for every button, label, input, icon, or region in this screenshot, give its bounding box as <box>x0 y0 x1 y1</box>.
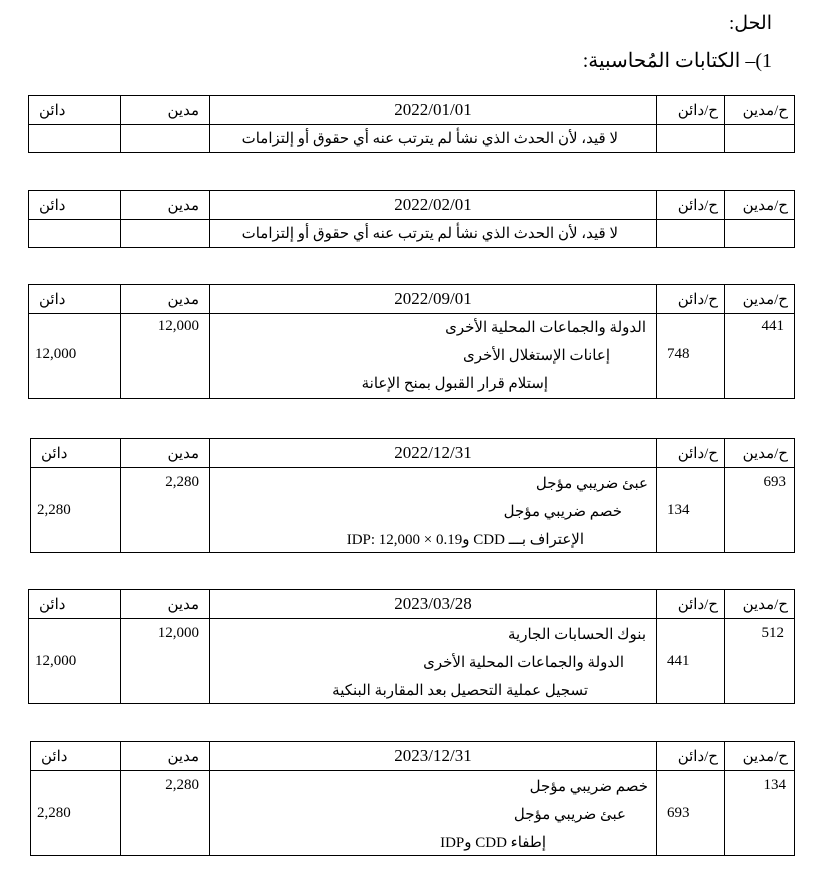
debit-account-cell <box>725 220 795 248</box>
credit-column-header: دائن <box>29 285 121 314</box>
debit-amount-cell <box>121 468 210 553</box>
debit-account-name: خصم ضريبي مؤجل <box>529 779 648 795</box>
solution-heading: الحل: <box>728 13 772 34</box>
credit-account-cell <box>657 125 725 153</box>
credit-account-name: عبئ ضريبي مؤجل <box>513 807 626 823</box>
debit-account-cell <box>725 771 795 856</box>
credit-account-number: 748 <box>667 346 690 362</box>
credit-column-header: دائن <box>29 191 121 220</box>
debit-account-name: عبئ ضريبي مؤجل <box>535 476 648 492</box>
debit-account-column-header: ح/مدين <box>725 742 795 771</box>
entry-memo: الإعتراف بـــ CDD وIDP: 12,000 × 0.19 <box>346 532 584 548</box>
debit-amount-cell <box>121 314 210 399</box>
debit-account-cell <box>725 468 795 553</box>
credit-account-name: خصم ضريبي مؤجل <box>503 504 622 520</box>
entry-description-cell <box>210 468 657 553</box>
debit-amount: 2,280 <box>165 777 199 793</box>
credit-account-column-header: ح/دائن <box>657 439 725 468</box>
credit-account-cell <box>657 771 725 856</box>
entry-memo: إطفاء CDD وIDP <box>440 835 546 851</box>
no-entry-note: لا قيد، لأن الحدث الذي نشأ لم يترتب عنه أي حقوق أو إلتزامات <box>210 220 657 248</box>
credit-amount-cell <box>29 314 121 399</box>
credit-amount: 2,280 <box>37 805 71 821</box>
debit-amount-cell <box>121 220 210 248</box>
credit-amount-cell <box>29 125 121 153</box>
debit-account-column-header: ح/مدين <box>725 439 795 468</box>
credit-account-cell <box>657 468 725 553</box>
entry-date: 2022/09/01 <box>210 285 657 314</box>
credit-amount: 2,280 <box>37 502 71 518</box>
debit-column-header: مدين <box>121 742 210 771</box>
credit-account-cell <box>657 314 725 399</box>
entry-date: 2023/03/28 <box>210 590 657 619</box>
credit-account-number: 693 <box>667 805 690 821</box>
credit-account-name: إعانات الإستغلال الأخرى <box>463 348 610 364</box>
journal-entry-2 <box>28 190 795 248</box>
entry-date: 2022/12/31 <box>210 439 657 468</box>
entry-description-cell <box>210 771 657 856</box>
entry-memo: إستلام قرار القبول بمنح الإعانة <box>361 376 548 392</box>
debit-account-column-header: ح/مدين <box>725 285 795 314</box>
debit-column-header: مدين <box>121 285 210 314</box>
debit-amount-cell <box>121 125 210 153</box>
debit-amount-cell <box>121 771 210 856</box>
debit-amount: 12,000 <box>157 318 199 334</box>
debit-amount: 2,280 <box>165 474 199 490</box>
debit-account-cell <box>725 314 795 399</box>
debit-account-number: 512 <box>761 625 784 641</box>
journal-entry-1 <box>28 95 795 153</box>
debit-account-cell <box>725 619 795 704</box>
credit-amount-cell <box>31 771 121 856</box>
debit-account-column-header: ح/مدين <box>725 590 795 619</box>
debit-account-column-header: ح/مدين <box>725 191 795 220</box>
entry-date: 2022/01/01 <box>210 96 657 125</box>
credit-amount-cell <box>29 619 121 704</box>
section-heading: 1)– الكتابات المُحاسبية: <box>582 50 772 72</box>
journal-entry-5 <box>28 589 795 704</box>
credit-account-number: 134 <box>667 502 690 518</box>
credit-account-cell <box>657 220 725 248</box>
credit-account-number: 441 <box>667 653 690 669</box>
entry-date: 2023/12/31 <box>210 742 657 771</box>
credit-account-name: الدولة والجماعات المحلية الأخرى <box>423 655 624 671</box>
journal-entry-3 <box>28 284 795 399</box>
credit-amount: 12,000 <box>35 653 77 669</box>
journal-entry-4 <box>30 438 795 553</box>
credit-amount-cell <box>29 220 121 248</box>
credit-account-column-header: ح/دائن <box>657 191 725 220</box>
credit-account-column-header: ح/دائن <box>657 96 725 125</box>
debit-account-cell <box>725 125 795 153</box>
no-entry-note: لا قيد، لأن الحدث الذي نشأ لم يترتب عنه أي حقوق أو إلتزامات <box>210 125 657 153</box>
credit-column-header: دائن <box>31 742 121 771</box>
debit-column-header: مدين <box>121 191 210 220</box>
debit-account-number: 134 <box>763 777 786 793</box>
credit-account-column-header: ح/دائن <box>657 285 725 314</box>
journal-entry-6 <box>30 741 795 856</box>
entry-memo: تسجيل عملية التحصيل بعد المقاربة البنكية <box>332 683 588 699</box>
debit-account-column-header: ح/مدين <box>725 96 795 125</box>
credit-account-cell <box>657 619 725 704</box>
debit-column-header: مدين <box>121 439 210 468</box>
credit-account-column-header: ح/دائن <box>657 590 725 619</box>
debit-column-header: مدين <box>121 590 210 619</box>
credit-amount-cell <box>31 468 121 553</box>
credit-amount: 12,000 <box>35 346 77 362</box>
debit-amount-cell <box>121 619 210 704</box>
debit-column-header: مدين <box>121 96 210 125</box>
debit-account-number: 441 <box>761 318 784 334</box>
debit-account-number: 693 <box>763 474 786 490</box>
credit-column-header: دائن <box>29 590 121 619</box>
credit-column-header: دائن <box>31 439 121 468</box>
debit-amount: 12,000 <box>157 625 199 641</box>
credit-account-column-header: ح/دائن <box>657 742 725 771</box>
debit-account-name: الدولة والجماعات المحلية الأخرى <box>445 320 646 336</box>
credit-column-header: دائن <box>29 96 121 125</box>
entry-description-cell <box>210 619 657 704</box>
entry-date: 2022/02/01 <box>210 191 657 220</box>
debit-account-name: بنوك الحسابات الجارية <box>507 627 646 643</box>
entry-description-cell <box>210 314 657 399</box>
